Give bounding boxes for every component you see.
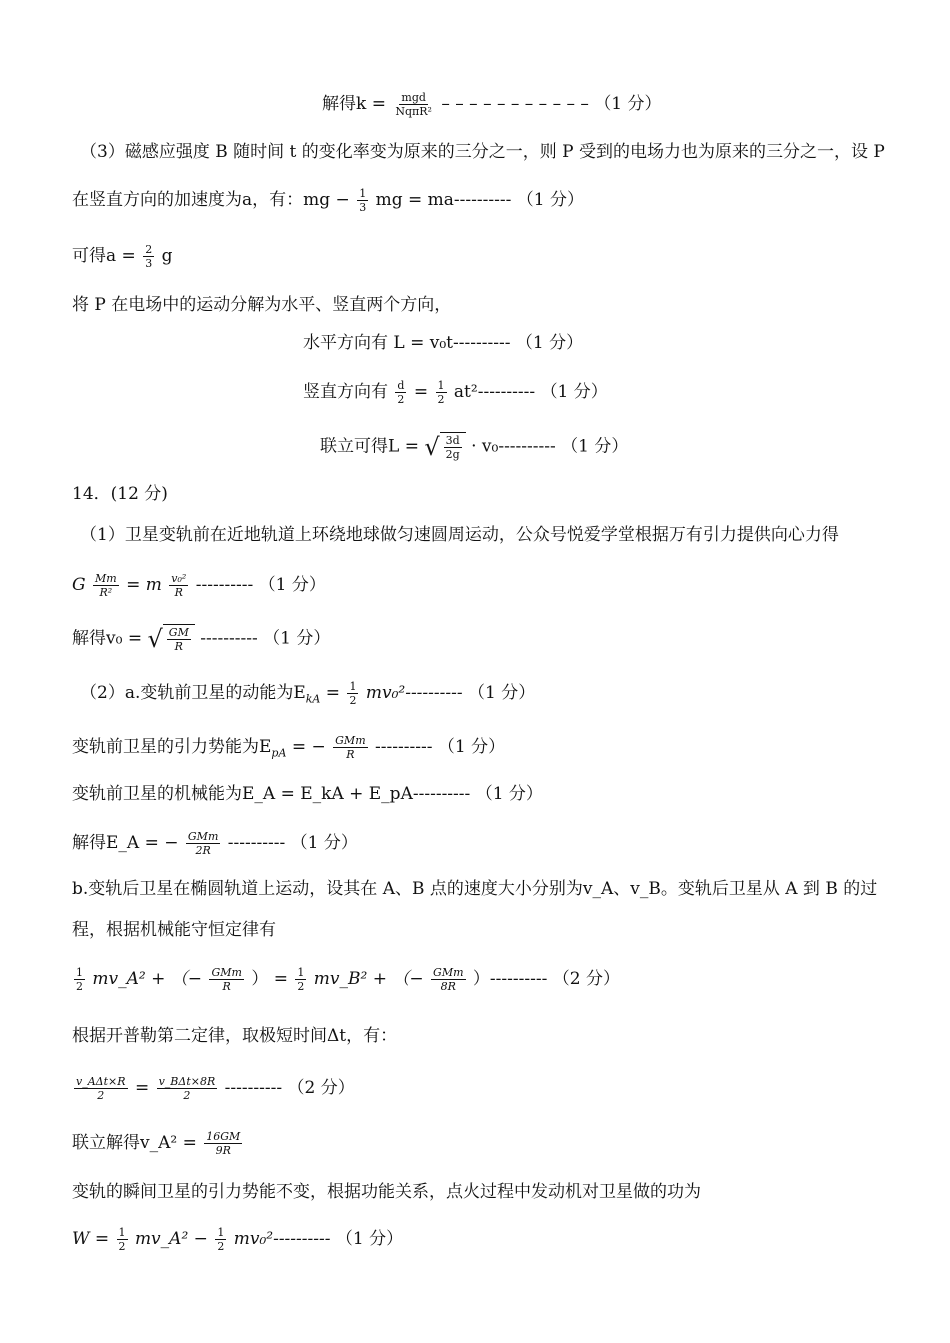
fraction	[436, 379, 447, 406]
score: （1 分）	[468, 683, 536, 703]
text: mv_B² + （−	[313, 969, 424, 989]
fraction	[357, 187, 368, 214]
denominator: NqπR²	[395, 105, 432, 118]
fraction	[333, 734, 367, 761]
denominator: 2	[183, 1089, 191, 1102]
fraction	[295, 966, 306, 993]
q14-work-intro: 变轨的瞬间卫星的引力势能不变，根据功能关系，点火过程中发动机对卫星做的功为	[72, 1182, 701, 1202]
text: ----------	[227, 833, 286, 853]
eq-a-value	[72, 243, 173, 270]
fraction	[143, 243, 154, 270]
numerator: d	[397, 379, 405, 392]
score: （1 分）	[263, 628, 331, 649]
numerator: 2	[145, 243, 153, 256]
score: （1 分）	[335, 1229, 404, 1249]
denominator: 3	[359, 201, 367, 214]
denominator: 2g	[445, 448, 460, 461]
denominator: 2	[76, 980, 83, 993]
fraction	[393, 91, 434, 118]
fraction	[215, 1226, 226, 1253]
text: mv_A² + （−	[92, 969, 203, 989]
numerator: GMm	[335, 734, 366, 747]
score: （1 分）	[561, 436, 629, 457]
numerator: Mm	[95, 572, 117, 585]
score: （1 分）	[475, 784, 543, 804]
text: · v₀----------	[471, 436, 556, 457]
q14-eq-v0	[72, 624, 330, 654]
eq-L-result	[320, 432, 628, 462]
numerator: GMm	[433, 966, 464, 979]
text: 可得a =	[72, 246, 136, 266]
q14-part1-intro: （1）卫星变轨前在近地轨道上环绕地球做匀速圆周运动，公众号悦爱学堂根据万有引力提供向心力得	[80, 525, 839, 545]
fraction	[117, 1226, 128, 1253]
numerator: v_BΔt×8R	[158, 1075, 216, 1088]
denominator: 2	[397, 393, 405, 406]
denominator: R	[222, 980, 231, 993]
numerator: v₀²	[171, 572, 187, 585]
motion-decompose: 将 P 在电场中的运动分解为水平、竖直两个方向，	[72, 295, 452, 315]
eq-horizontal	[303, 331, 583, 355]
text: 变轨前卫星的引力势能为E	[72, 737, 272, 757]
denominator: 2	[217, 1240, 225, 1253]
text: 联立可得L =	[320, 436, 419, 457]
part3-intro: （3）磁感应强度 B 随时间 t 的变化率变为原来的三分之一，则 P 受到的电场力也为原来的三分之一，设 P	[80, 142, 885, 162]
fraction	[74, 966, 85, 993]
numerator: 1	[297, 966, 305, 979]
sqrt: √ $\frac{3d}{2g}$	[424, 432, 465, 462]
dash-line: – – – – – – – – – – –	[441, 94, 589, 114]
score: （2 分）	[552, 969, 621, 989]
q14-eq-EkA	[80, 680, 535, 711]
score: （1 分）	[258, 575, 326, 595]
numerator: 1	[76, 966, 83, 979]
text: mg = ma----------	[375, 190, 512, 210]
text: mv₀²----------	[365, 683, 463, 703]
text: = m	[126, 575, 162, 595]
text: 变轨前卫星的机械能为E_A = E_kA + E_pA----------	[72, 784, 471, 804]
text: g	[161, 246, 173, 266]
denominator: 8R	[440, 980, 456, 993]
q14-title: 14．(12 分)	[72, 484, 168, 504]
denominator: R	[174, 640, 183, 653]
numerator: 1	[349, 680, 357, 693]
score: （2 分）	[287, 1078, 355, 1098]
text: W =	[72, 1229, 110, 1249]
text: =	[134, 1078, 150, 1098]
q14-eq-EA	[72, 782, 543, 806]
fraction	[347, 680, 358, 707]
numerator: 1	[118, 1226, 126, 1239]
text: 水平方向有 L = v₀t----------	[303, 333, 511, 353]
denominator: R	[174, 586, 183, 599]
fraction	[167, 626, 191, 653]
text: 竖直方向有	[303, 382, 388, 402]
q14-eq-vA	[72, 1130, 244, 1157]
fraction	[204, 1130, 242, 1157]
fraction	[74, 1075, 128, 1102]
fraction	[169, 572, 188, 599]
text: ----------	[200, 628, 258, 649]
numerator: GM	[168, 626, 189, 639]
fraction	[186, 830, 220, 857]
score: （1 分）	[594, 94, 662, 114]
sqrt: √ $\frac{GM}{R}$	[147, 624, 194, 654]
text: ----------	[195, 575, 254, 595]
text: ----------	[375, 737, 433, 757]
text: mv_A² −	[134, 1229, 208, 1249]
text: 解得v₀ =	[72, 628, 143, 649]
eq-vertical	[303, 379, 608, 406]
text: 解得k =	[322, 94, 386, 114]
subscript: pA	[271, 746, 287, 760]
denominator: 2R	[195, 844, 211, 857]
text: 在竖直方向的加速度为a，有：mg −	[72, 190, 350, 210]
q14-eq-kepler	[72, 1075, 355, 1102]
denominator: R²	[99, 586, 113, 599]
denominator: 3	[145, 257, 153, 270]
text: =	[413, 382, 429, 402]
fraction	[395, 379, 406, 406]
text: ） =	[251, 969, 288, 989]
numerator: 1	[359, 187, 367, 200]
denominator: 9R	[215, 1144, 231, 1157]
q14-eq-EpA	[72, 734, 505, 765]
text: mv₀²----------	[233, 1229, 331, 1249]
numerator: 3d	[445, 434, 460, 447]
text: = −	[291, 737, 326, 757]
score: （1 分）	[540, 382, 608, 402]
text: G	[72, 575, 86, 595]
q14-part-b-intro-cont: 程，根据机械能守恒定律有	[72, 920, 276, 940]
text: ----------	[224, 1078, 283, 1098]
q14-eq-EA-result	[72, 830, 358, 857]
q14-kepler: 根据开普勒第二定律，取极短时间Δt，有：	[72, 1026, 398, 1046]
q14-eq-energy	[72, 966, 620, 993]
fraction	[157, 1075, 218, 1102]
subscript: kA	[305, 692, 321, 706]
text: （2）a.变轨前卫星的动能为E	[80, 683, 306, 703]
numerator: v_AΔt×R	[76, 1075, 126, 1088]
text: 联立解得v_A² =	[72, 1133, 197, 1153]
numerator: 16GM	[206, 1130, 241, 1143]
numerator: 1	[217, 1226, 225, 1239]
text: ）----------	[472, 969, 548, 989]
q14-eq-gravity	[72, 572, 326, 599]
fraction	[209, 966, 243, 993]
q14-part-b-intro: b.变轨后卫星在椭圆轨道上运动，设其在 A、B 点的速度大小分别为v_A、v_B。变轨后卫星从 A 到 B 的过	[72, 879, 878, 899]
fraction	[444, 434, 462, 461]
fraction	[93, 572, 119, 599]
denominator: R	[346, 748, 355, 761]
score: （1 分）	[437, 737, 506, 757]
eq-k-result	[322, 91, 662, 118]
text: at²----------	[453, 382, 536, 402]
text: =	[325, 683, 341, 703]
numerator: GMm	[187, 830, 219, 843]
fraction	[431, 966, 465, 993]
denominator: 2	[349, 694, 357, 707]
score: （1 分）	[516, 190, 585, 210]
score: （1 分）	[290, 833, 358, 853]
numerator: GMm	[211, 966, 242, 979]
eq-acceleration	[72, 187, 584, 214]
denominator: 2	[437, 393, 445, 406]
denominator: 2	[97, 1089, 105, 1102]
numerator: mgd	[401, 91, 426, 104]
q14-eq-W	[72, 1226, 403, 1253]
score: （1 分）	[515, 333, 584, 353]
denominator: 2	[118, 1240, 126, 1253]
denominator: 2	[297, 980, 305, 993]
text: 解得E_A = −	[72, 833, 179, 853]
numerator: 1	[437, 379, 445, 392]
